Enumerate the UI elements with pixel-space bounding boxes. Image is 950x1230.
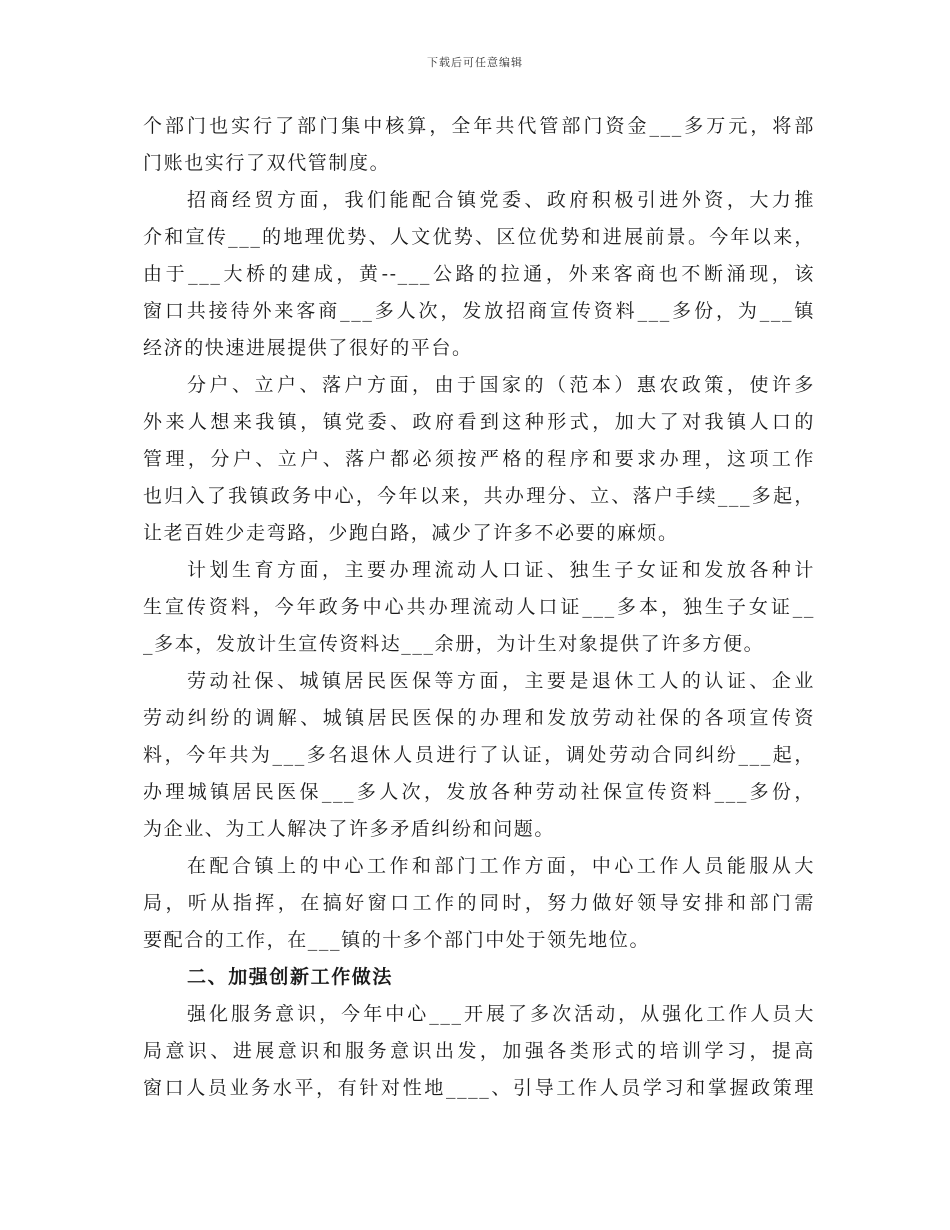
text-line: 窗口人员业务水平，有针对性地____、引导工作人员学习和掌握政策理 <box>143 1077 815 1099</box>
text-line: 计划生育方面，主要办理流动人口证、独生子女证和发放各种计 <box>187 559 815 581</box>
text-line: 强化服务意识，今年中心___开展了多次活动，从强化工作人员大 <box>187 1003 815 1025</box>
text-line: 外来人想来我镇，镇党委、政府看到这种形式，加大了对我镇人口的 <box>143 411 815 433</box>
section-heading: 二、加强创新工作做法 <box>187 966 394 988</box>
text-line: 招商经贸方面，我们能配合镇党委、政府积极引进外资，大力推 <box>187 189 815 211</box>
text-line: 为企业、为工人解决了许多矛盾纠纷和问题。 <box>143 818 556 840</box>
text-line: 局意识、进展意识和服务意识出发，加强各类形式的培训学习，提高 <box>143 1040 815 1062</box>
text-line: 分户、立户、落户方面，由于国家的（范本）惠农政策，使许多 <box>187 374 815 396</box>
text-line: 也归入了我镇政务中心，今年以来，共办理分、立、落户手续___多起， <box>143 485 815 507</box>
text-line: 办理城镇居民医保___多人次，发放各种劳动社保宣传资料___多份， <box>143 781 815 803</box>
document-body <box>143 108 815 1107</box>
text-line: 管理，分户、立户、落户都必须按严格的程序和要求办理，这项工作 <box>143 448 815 470</box>
text-line: 经济的快速进展提供了很好的平台。 <box>143 337 473 359</box>
text-line: 在配合镇上的中心工作和部门工作方面，中心工作人员能服从大 <box>187 855 815 877</box>
text-line: 个部门也实行了部门集中核算，全年共代管部门资金___多万元，将部 <box>143 115 815 137</box>
text-line: 料，今年共为___多名退休人员进行了认证，调处劳动合同纠纷___起， <box>143 744 815 766</box>
text-line: 劳动纠纷的调解、城镇居民医保的办理和发放劳动社保的各项宣传资 <box>143 707 815 729</box>
text-line: 由于___大桥的建成，黄--___公路的拉通，外来客商也不断涌现，该 <box>143 263 815 285</box>
text-line: 门账也实行了双代管制度。 <box>143 152 391 174</box>
text-line: 劳动社保、城镇居民医保等方面，主要是退休工人的认证、企业 <box>187 670 815 692</box>
text-line: 介和宣传___的地理优势、人文优势、区位优势和进展前景。今年以来， <box>143 226 815 248</box>
text-line: 要配合的工作，在___镇的十多个部门中处于领先地位。 <box>143 929 651 951</box>
text-line: 局，听从指挥，在搞好窗口工作的同时，努力做好领导安排和部门需 <box>143 892 815 914</box>
text-line: _多本，发放计生宣传资料达___余册，为计生对象提供了许多方便。 <box>143 633 765 655</box>
page-header: 下载后可任意编辑 <box>427 56 523 69</box>
text-line: 窗口共接待外来客商___多人次，发放招商宣传资料___多份，为___镇 <box>143 300 815 322</box>
text-line: 生宣传资料，今年政务中心共办理流动人口证___多本，独生子女证__ <box>143 596 815 618</box>
text-line: 让老百姓少走弯路，少跑白路，减少了许多不必要的麻烦。 <box>143 522 679 544</box>
